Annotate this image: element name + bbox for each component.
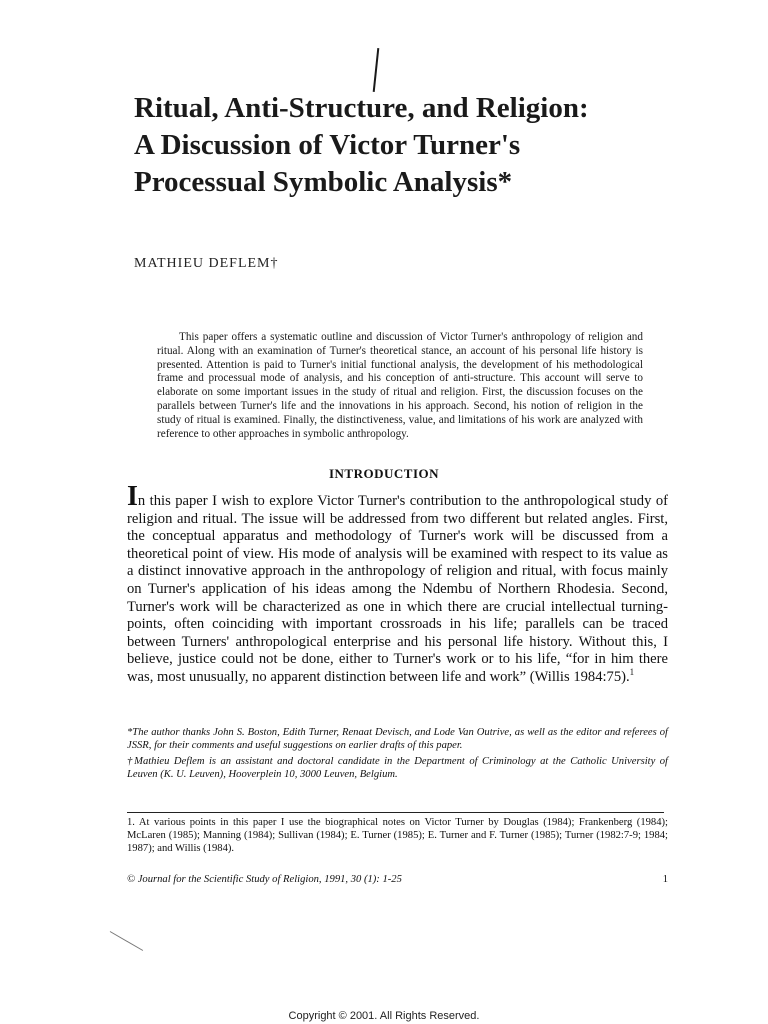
- introduction-text: n this paper I wish to explore Victor Turner's contribution to the anthropological study of religion and ritual. The issue will be addressed from two different but related angles. First, the conceptual apparatus and methodology of Turner's work will be discussed from a theoretical point of view. His mode of analysis will be examined with respect to its value as a distinct innovative approach in the anthropology of religion and ritual, with focus mainly on Turner's application of his ideas among the Ndembu of Northern Rhodesia. Second, Turner's work will be characterized as one in which there are crucial intellectual turning-points, often coinciding with important crossroads in his life; parallels can be traced between Turners' anthropological enterprise and his personal life history. Without this, I believe, justice could not be done, either to Turner's work or to his life, “for in him there was, most unusually, no apparent distinction between life and work” (Willis 1984:75).: [127, 493, 668, 685]
- abstract: This paper offers a systematic outline and discussion of Victor Turner's anthropology of religion and ritual. Along with an examination of Turner's theoretical stance, an account of his personal life history is presented. Attention is paid to Turner's initial functional analysis, the development of his methodological frame and processual mode of analysis, and his conception of anti-structure. This account will serve to elaborate on some important issues in the study of ritual and religion. First, the discussion focuses on the parallels between Turner's life and the innovations in his approach. Second, his notion of religion in the study of ritual is examined. Finally, the distinctiveness, value, and limitations of his work are analyzed with reference to other approaches in symbolic anthropology.: [157, 331, 643, 440]
- drop-cap: I: [127, 481, 138, 512]
- article-author: MATHIEU DEFLEM†: [134, 256, 279, 271]
- acknowledgement-note: *The author thanks John S. Boston, Edith Turner, Renaat Devisch, and Lode Van Outrive, as well as the editor and referees of JSSR, for their comments and useful suggestions on earlier drafts of this paper.: [127, 727, 668, 751]
- scan-mark: [373, 48, 380, 92]
- copyright-notice: Copyright © 2001. All Rights Reserved.: [288, 1010, 480, 1022]
- section-heading-introduction: INTRODUCTION: [328, 466, 439, 481]
- footnote-reference[interactable]: 1: [629, 667, 635, 678]
- introduction-paragraph: [127, 481, 668, 687]
- page-number: 1: [662, 874, 668, 885]
- journal-citation: © Journal for the Scientific Study of Religion, 1991, 30 (1): 1-25: [127, 874, 402, 885]
- footnote-1: 1. At various points in this paper I use the biographical notes on Victor Turner by Douglas (1984); Frankenberg (1984); McLaren (1985); Manning (1984); Sullivan (1984); E. Turner (1985); E. Turner and F. Turner (1985); Turner (1982:7-9; 1984; 1987); and Willis (1984).: [127, 817, 668, 854]
- footnote-divider: [127, 812, 664, 813]
- article-title: Ritual, Anti-Structure, and Religion: A Discussion of Victor Turner's Processual Symbolic Analysis*: [134, 92, 589, 198]
- journal-citation-line: [127, 874, 668, 885]
- affiliation-note: †Mathieu Deflem is an assistant and doctoral candidate in the Department of Criminology at the Catholic University of Leuven (K. U. Leuven), Hooverplein 10, 3000 Leuven, Belgium.: [127, 756, 668, 780]
- stray-mark: [110, 931, 143, 951]
